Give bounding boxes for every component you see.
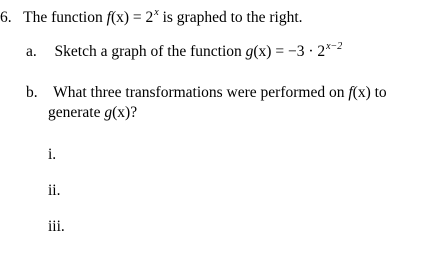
part-b-text-line2: generate xyxy=(48,104,101,121)
part-b-text-line1: What three transformations were performed on xyxy=(53,84,345,101)
g-of-x: g(x)? xyxy=(104,104,138,121)
equals-sign: = xyxy=(275,43,285,60)
question-6 xyxy=(0,9,303,29)
part-b-continuation xyxy=(48,104,137,122)
part-b xyxy=(26,84,387,102)
answer-label-i: i. xyxy=(48,146,57,163)
question-text-before: The function xyxy=(23,9,103,26)
question-text-after: is graphed to the right. xyxy=(162,9,303,26)
f-of-x: f(x) xyxy=(106,9,130,26)
f-of-x: f(x) xyxy=(348,84,371,101)
f-expression: 2$^x$ xyxy=(145,7,159,26)
g-of-x: g(x) xyxy=(245,43,272,60)
part-b-line1-end: to xyxy=(374,84,387,101)
part-a-label: a. xyxy=(26,43,37,60)
question-number: 6. xyxy=(0,9,12,26)
part-b-label: b. xyxy=(26,84,38,101)
part-a-text: Sketch a graph of the function xyxy=(54,43,242,60)
answer-label-ii: ii. xyxy=(48,182,61,199)
answer-label-iii: iii. xyxy=(48,218,65,235)
equals-sign: = xyxy=(132,9,142,26)
part-a xyxy=(26,43,342,63)
g-expression: $-3 \cdot 2^{x-2}$ xyxy=(287,41,343,60)
